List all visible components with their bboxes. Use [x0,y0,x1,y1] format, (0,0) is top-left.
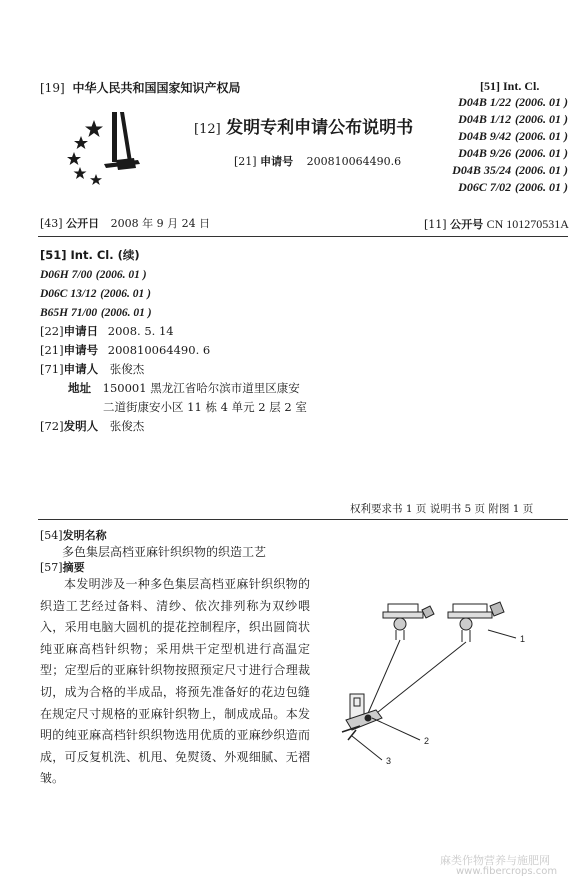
pub-date-value: 2008 年 9 月 24 日 [110,217,211,230]
ipc-item: D06C 7/02 (2006. 01 ) [458,180,568,194]
pub-date-label: 公开日 [66,217,100,230]
inventor: [72]发明人 张俊杰 [40,419,145,433]
figure-label-1: 1 [520,634,526,644]
pub-no-code: [11] [424,218,447,231]
ipc-item: D04B 9/42 (2006. 01 ) [458,129,568,143]
rule-middle [38,519,568,520]
ipc-cont-header: [51] Int. Cl. (续) [40,248,140,262]
rule-top [38,236,568,237]
pub-no-line [424,218,569,230]
application-line [234,156,401,167]
figure-label-2: 2 [424,736,430,746]
filing-date: [22]申请日 2008. 5. 14 [40,324,174,338]
address: 地址 150001 黑龙江省哈尔滨市道里区康安 [68,381,300,395]
figure-diagram [338,590,538,770]
doc-type-code: [12] [194,122,221,137]
invention-title: 多色集层高档亚麻针织织物的织造工艺 [62,545,267,559]
pub-date-code: [43] [40,217,63,230]
office-name: 中华人民共和国国家知识产权局 [72,81,241,95]
watermark-url: www.fibercrops.com [456,866,558,877]
abstract-text: 本发明涉及一种多色集层高档亚麻针织织物的织造工艺经过备料、清纱、依次排列称为双纱喂入，采用电脑大圆机的提花控制程序，织出圆筒状纯亚麻高档针织物；采用烘干定型机进行高温定型；定型后的亚麻针织物按照预定尺寸进行合理裁切，成为合格的半成品，将预先准备好的花边包缝在规定尺寸规格的亚麻针织物上，制成成品。本发明的纯亚麻高档针织织物选用优质的亚麻纱织造而成，可反复机洗、机甩、免熨烫、外观细腻、无褶皱。 [40,577,310,786]
application-code: [21] [234,155,257,168]
ipc-cont-item: D06C 13/12 (2006. 01 ) [40,288,151,300]
page-counts: 权利要求书 1 页 说明书 5 页 附图 1 页 [350,503,534,515]
application-number-detail: [21]申请号 200810064490. 6 [40,343,211,357]
ipc-item: D04B 1/22 (2006. 01 ) [458,95,568,109]
watermark-text: 麻类作物营养与施肥网 [440,854,550,867]
applicant: [71]申请人 张俊杰 [40,362,145,376]
ipc-item: D04B 9/26 (2006. 01 ) [458,146,568,160]
ipc-cont-item: B65H 71/00 (2006. 01 ) [40,307,152,319]
pub-no-label: 公开号 [450,218,484,231]
application-number: 200810064490.6 [306,155,402,168]
abstract-heading: [57]摘要 [40,561,85,574]
office-line [40,82,240,94]
pub-no-value: CN 101270531A [486,217,569,231]
ipc-item: D04B 35/24 (2006. 01 ) [452,163,568,177]
figure-label-3: 3 [386,756,392,766]
bibliographic-block [40,246,307,436]
pub-date-line [40,218,210,229]
ipc-cont-item: D06H 7/00 (2006. 01 ) [40,269,147,281]
application-label: 申请号 [260,155,294,168]
ipc-item: D04B 1/12 (2006. 01 ) [458,112,568,126]
ipc-list [420,94,568,196]
abstract-body [40,574,310,790]
doc-type [194,120,413,137]
address-line2: 二道街康安小区 11 栋 4 单元 2 层 2 室 [103,400,307,414]
office-code: [19] [40,81,65,95]
doc-type-name: 发明专利申请公布说明书 [226,118,414,138]
ipc-header: [51] Int. Cl. [480,79,540,93]
cnipa-emblem [66,112,144,188]
title-heading: [54]发明名称 [40,529,107,542]
